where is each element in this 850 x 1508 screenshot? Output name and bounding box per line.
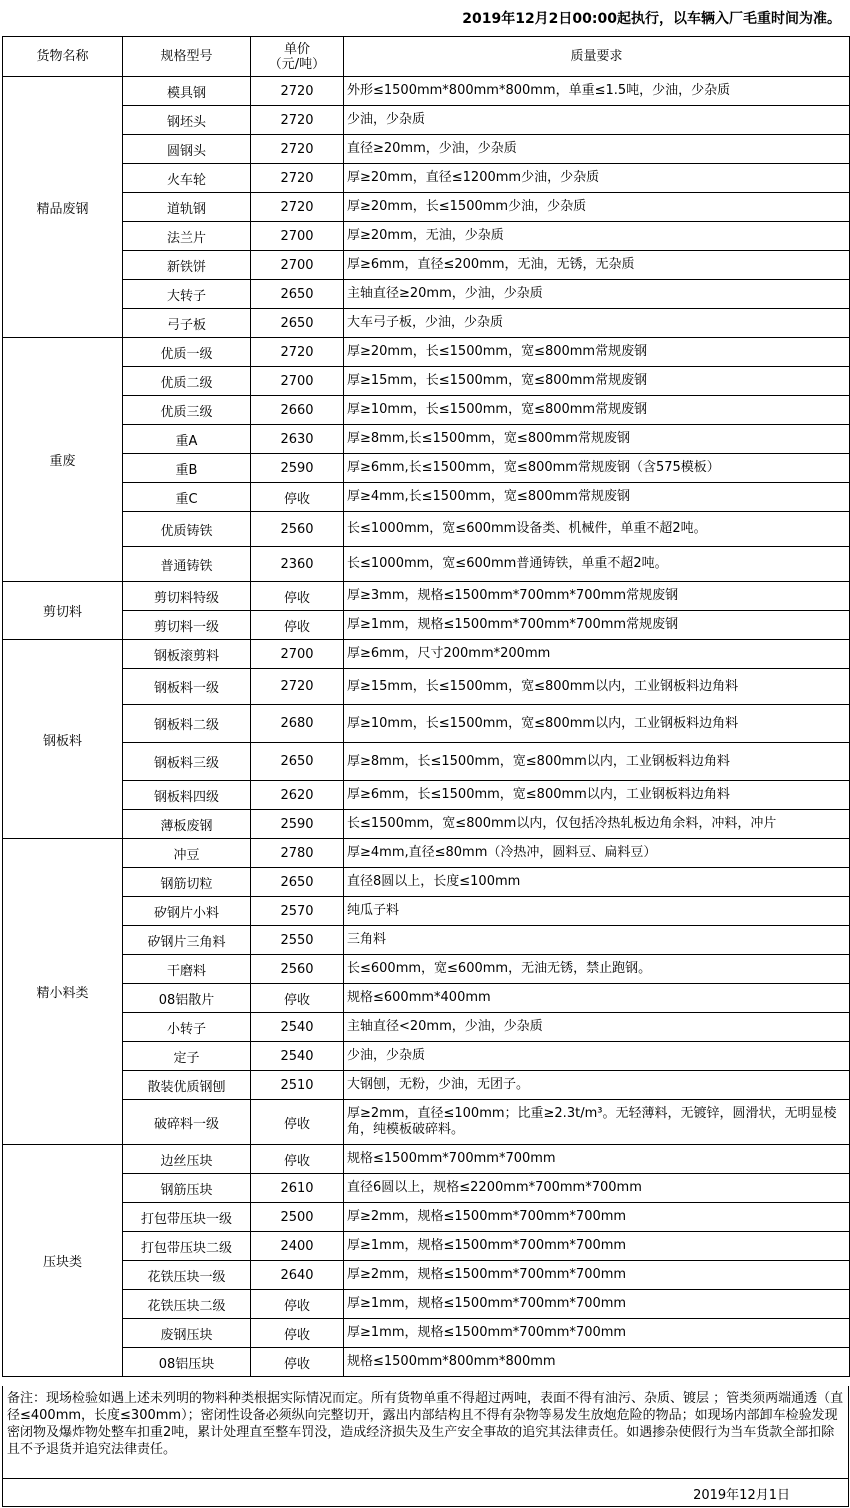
quality-cell: 规格≤1500mm*800mm*800mm <box>344 1348 850 1377</box>
table-row <box>3 1042 850 1071</box>
table-row <box>3 251 850 280</box>
quality-cell: 厚≥2mm，直径≤100mm；比重≥2.3t/m³。无轻薄料，无镀锌，圆滑状，无明显棱角，纯模板破碎料。 <box>344 1100 850 1145</box>
quality-cell: 长≤1000mm，宽≤600mm普通铸铁，单重不超2吨。 <box>344 547 850 582</box>
price-cell: 2650 <box>251 309 344 338</box>
quality-cell: 厚≥1mm，规格≤1500mm*700mm*700mm <box>344 1290 850 1319</box>
spec-cell: 散装优质钢刨 <box>123 1071 251 1100</box>
table-row <box>3 611 850 640</box>
header-price-line2: （元/吨） <box>268 56 326 72</box>
spec-cell: 重A <box>123 425 251 454</box>
table-row <box>3 926 850 955</box>
quality-cell: 厚≥3mm，规格≤1500mm*700mm*700mm常规废钢 <box>344 582 850 611</box>
quality-cell: 大钢刨，无粉，少油，无团子。 <box>344 1071 850 1100</box>
table-row <box>3 338 850 367</box>
table-row <box>3 781 850 810</box>
spec-cell: 重B <box>123 454 251 483</box>
category-cell: 压块类 <box>3 1145 123 1377</box>
spec-cell: 08铝压块 <box>123 1348 251 1377</box>
quality-cell: 直径≥20mm，少油，少杂质 <box>344 135 850 164</box>
spec-cell: 干磨料 <box>123 955 251 984</box>
spec-cell: 花铁压块二级 <box>123 1290 251 1319</box>
table-row <box>3 640 850 669</box>
spec-cell: 花铁压块一级 <box>123 1261 251 1290</box>
price-cell: 2720 <box>251 338 344 367</box>
table-row <box>3 1290 850 1319</box>
price-cell: 2650 <box>251 868 344 897</box>
price-cell: 2570 <box>251 897 344 926</box>
table-row <box>3 897 850 926</box>
table-row <box>3 955 850 984</box>
table-row <box>3 1013 850 1042</box>
header-price <box>251 37 344 77</box>
quality-cell: 厚≥2mm，规格≤1500mm*700mm*700mm <box>344 1261 850 1290</box>
quality-cell: 主轴直径<20mm，少油，少杂质 <box>344 1013 850 1042</box>
spec-cell: 08铝散片 <box>123 984 251 1013</box>
table-row <box>3 193 850 222</box>
spec-cell: 剪切料一级 <box>123 611 251 640</box>
price-cell: 2720 <box>251 193 344 222</box>
quality-cell: 厚≥6mm，直径≤200mm，无油，无锈，无杂质 <box>344 251 850 280</box>
price-cell: 2680 <box>251 705 344 743</box>
table-row <box>3 743 850 781</box>
spec-cell: 钢坯头 <box>123 106 251 135</box>
table-row <box>3 868 850 897</box>
effective-date-note: 2019年12月2日00:00起执行，以车辆入厂毛重时间为准。 <box>462 11 841 27</box>
quality-cell: 厚≥6mm，尺寸200mm*200mm <box>344 640 850 669</box>
quality-cell: 厚≥10mm，长≤1500mm，宽≤800mm以内，工业钢板料边角料 <box>344 705 850 743</box>
header-row <box>3 37 850 77</box>
table-row <box>3 1348 850 1377</box>
quality-cell: 厚≥4mm,直径≤80mm（冷热冲，圆料豆、扁料豆） <box>344 839 850 868</box>
spec-cell: 优质一级 <box>123 338 251 367</box>
spec-cell: 破碎料一级 <box>123 1100 251 1145</box>
spec-cell: 钢筋切粒 <box>123 868 251 897</box>
header-name: 货物名称 <box>3 37 123 77</box>
table-row <box>3 839 850 868</box>
price-cell: 停收 <box>251 984 344 1013</box>
spec-cell: 道轨钢 <box>123 193 251 222</box>
spec-cell: 钢板料二级 <box>123 705 251 743</box>
quality-cell: 厚≥1mm，规格≤1500mm*700mm*700mm <box>344 1319 850 1348</box>
quality-cell: 规格≤600mm*400mm <box>344 984 850 1013</box>
price-cell: 停收 <box>251 582 344 611</box>
price-cell: 2400 <box>251 1232 344 1261</box>
quality-cell: 厚≥20mm，长≤1500mm，宽≤800mm常规废钢 <box>344 338 850 367</box>
spec-cell: 大转子 <box>123 280 251 309</box>
spec-cell: 钢板滚剪料 <box>123 640 251 669</box>
table-row <box>3 77 850 106</box>
header-quality: 质量要求 <box>344 37 850 77</box>
table-row <box>3 222 850 251</box>
price-cell: 2720 <box>251 77 344 106</box>
category-cell: 精品废钢 <box>3 77 123 338</box>
spec-cell: 钢板料四级 <box>123 781 251 810</box>
quality-cell: 少油，少杂质 <box>344 106 850 135</box>
table-row <box>3 396 850 425</box>
price-cell: 2650 <box>251 280 344 309</box>
quality-cell: 外形≤1500mm*800mm*800mm，单重≤1.5吨，少油，少杂质 <box>344 77 850 106</box>
issue-date: 2019年12月1日 <box>693 1488 790 1503</box>
spec-cell: 钢板料三级 <box>123 743 251 781</box>
price-cell: 2610 <box>251 1174 344 1203</box>
quality-cell: 纯瓜子料 <box>344 897 850 926</box>
price-cell: 停收 <box>251 1319 344 1348</box>
spec-cell: 新铁饼 <box>123 251 251 280</box>
table-row <box>3 1071 850 1100</box>
quality-cell: 长≤1000mm，宽≤600mm设备类、机械件，单重不超2吨。 <box>344 512 850 547</box>
quality-cell: 厚≥15mm，长≤1500mm，宽≤800mm常规废钢 <box>344 367 850 396</box>
quality-cell: 大车弓子板，少油，少杂质 <box>344 309 850 338</box>
spec-cell: 钢筋压块 <box>123 1174 251 1203</box>
spec-cell: 矽钢片三角料 <box>123 926 251 955</box>
table-row <box>3 1261 850 1290</box>
price-cell: 2360 <box>251 547 344 582</box>
quality-cell: 厚≥20mm，长≤1500mm少油，少杂质 <box>344 193 850 222</box>
quality-cell: 厚≥15mm，长≤1500mm，宽≤800mm以内，工业钢板料边角料 <box>344 669 850 705</box>
table-row <box>3 984 850 1013</box>
spec-cell: 法兰片 <box>123 222 251 251</box>
price-cell: 2550 <box>251 926 344 955</box>
spec-cell: 重C <box>123 483 251 512</box>
price-cell: 2720 <box>251 106 344 135</box>
table-row <box>3 454 850 483</box>
quality-cell: 厚≥20mm，直径≤1200mm少油，少杂质 <box>344 164 850 193</box>
table-row <box>3 164 850 193</box>
spec-cell: 火车轮 <box>123 164 251 193</box>
price-cell: 停收 <box>251 1145 344 1174</box>
price-cell: 停收 <box>251 1100 344 1145</box>
header-spec: 规格型号 <box>123 37 251 77</box>
price-cell: 2540 <box>251 1042 344 1071</box>
table-row <box>3 483 850 512</box>
price-cell: 2620 <box>251 781 344 810</box>
quality-cell: 直径6圆以上，规格≤2200mm*700mm*700mm <box>344 1174 850 1203</box>
quality-cell: 厚≥8mm，长≤1500mm，宽≤800mm以内，工业钢板料边角料 <box>344 743 850 781</box>
price-table <box>2 36 850 1377</box>
price-cell: 2560 <box>251 955 344 984</box>
price-cell: 2590 <box>251 810 344 839</box>
quality-cell: 厚≥10mm，长≤1500mm，宽≤800mm常规废钢 <box>344 396 850 425</box>
quality-cell: 直径8圆以上，长度≤100mm <box>344 868 850 897</box>
header-price-line1: 单价 <box>283 41 310 57</box>
spec-cell: 矽钢片小料 <box>123 897 251 926</box>
quality-cell: 厚≥8mm,长≤1500mm，宽≤800mm常规废钢 <box>344 425 850 454</box>
price-cell: 2720 <box>251 164 344 193</box>
spec-cell: 冲豆 <box>123 839 251 868</box>
category-cell: 精小料类 <box>3 839 123 1145</box>
quality-cell: 主轴直径≥20mm，少油，少杂质 <box>344 280 850 309</box>
table-row <box>3 1145 850 1174</box>
price-cell: 2700 <box>251 640 344 669</box>
price-cell: 2540 <box>251 1013 344 1042</box>
quality-cell: 长≤1500mm，宽≤800mm以内，仅包括冷热轧板边角余料，冲料，冲片 <box>344 810 850 839</box>
spec-cell: 优质二级 <box>123 367 251 396</box>
spec-cell: 弓子板 <box>123 309 251 338</box>
spec-cell: 薄板废钢 <box>123 810 251 839</box>
price-cell: 2560 <box>251 512 344 547</box>
price-cell: 2660 <box>251 396 344 425</box>
table-row <box>3 425 850 454</box>
spec-cell: 边丝压块 <box>123 1145 251 1174</box>
price-cell: 2700 <box>251 222 344 251</box>
price-cell: 2700 <box>251 251 344 280</box>
table-row <box>3 1203 850 1232</box>
price-cell: 2650 <box>251 743 344 781</box>
table-row <box>3 135 850 164</box>
table-row <box>3 582 850 611</box>
quality-cell: 厚≥4mm,长≤1500mm，宽≤800mm常规废钢 <box>344 483 850 512</box>
table-body <box>3 77 850 1377</box>
category-cell: 重废 <box>3 338 123 582</box>
category-cell: 钢板料 <box>3 640 123 839</box>
table-row <box>3 1100 850 1145</box>
table-row <box>3 1319 850 1348</box>
quality-cell: 长≤600mm，宽≤600mm，无油无锈，禁止跑钢。 <box>344 955 850 984</box>
quality-cell: 厚≥2mm，规格≤1500mm*700mm*700mm <box>344 1203 850 1232</box>
table-row <box>3 106 850 135</box>
price-cell: 停收 <box>251 611 344 640</box>
spec-cell: 剪切料特级 <box>123 582 251 611</box>
price-cell: 2630 <box>251 425 344 454</box>
spec-cell: 钢板料一级 <box>123 669 251 705</box>
price-cell: 停收 <box>251 1348 344 1377</box>
table-row <box>3 367 850 396</box>
spec-cell: 小转子 <box>123 1013 251 1042</box>
spec-cell: 打包带压块一级 <box>123 1203 251 1232</box>
quality-cell: 厚≥6mm,长≤1500mm，宽≤800mm常规废钢（含575模板） <box>344 454 850 483</box>
table-row <box>3 1232 850 1261</box>
table-row <box>3 669 850 705</box>
quality-cell: 厚≥6mm，长≤1500mm，宽≤800mm以内，工业钢板料边角料 <box>344 781 850 810</box>
remark-note: 备注：现场检验如遇上述未列明的物料种类根据实际情况而定。所有货物单重不得超过两吨，表面不得有油污、杂质、镀层 ；管类须两端通透（直径≤400mm，长度≤300mm）；密闭性设备必须纵向完整切开，露出内部结构且不得有杂物等易发生放炮危险的物品；如现场内部卸车检验发现密闭物及爆炸物处整车扣重2吨，累计处理直至整车罚没，造成经济损失及生产安全事故的追究其法律责任。如遇掺杂使假行为当车货款全部扣除且不予退货并追究法律责任。 <box>2 1386 849 1479</box>
quality-cell: 厚≥1mm，规格≤1500mm*700mm*700mm常规废钢 <box>344 611 850 640</box>
spec-cell: 废钢压块 <box>123 1319 251 1348</box>
quality-cell: 厚≥20mm，无油，少杂质 <box>344 222 850 251</box>
table-row <box>3 512 850 547</box>
table-row <box>3 1174 850 1203</box>
quality-cell: 规格≤1500mm*700mm*700mm <box>344 1145 850 1174</box>
price-cell: 2720 <box>251 135 344 164</box>
spec-cell: 定子 <box>123 1042 251 1071</box>
price-cell: 2720 <box>251 669 344 705</box>
price-cell: 2700 <box>251 367 344 396</box>
spec-cell: 圆钢头 <box>123 135 251 164</box>
price-cell: 停收 <box>251 1290 344 1319</box>
price-cell: 2510 <box>251 1071 344 1100</box>
spec-cell: 普通铸铁 <box>123 547 251 582</box>
category-cell: 剪切料 <box>3 582 123 640</box>
quality-cell: 少油，少杂质 <box>344 1042 850 1071</box>
table-row <box>3 705 850 743</box>
table-row <box>3 280 850 309</box>
footer-row <box>2 1479 849 1507</box>
price-cell: 停收 <box>251 483 344 512</box>
quality-cell: 三角料 <box>344 926 850 955</box>
price-cell: 2780 <box>251 839 344 868</box>
price-cell: 2640 <box>251 1261 344 1290</box>
spec-cell: 模具钢 <box>123 77 251 106</box>
price-cell: 2500 <box>251 1203 344 1232</box>
quality-cell: 厚≥1mm，规格≤1500mm*700mm*700mm <box>344 1232 850 1261</box>
price-cell: 2590 <box>251 454 344 483</box>
spec-cell: 优质三级 <box>123 396 251 425</box>
spec-cell: 优质铸铁 <box>123 512 251 547</box>
table-row <box>3 547 850 582</box>
spec-cell: 打包带压块二级 <box>123 1232 251 1261</box>
table-row <box>3 810 850 839</box>
table-row <box>3 309 850 338</box>
